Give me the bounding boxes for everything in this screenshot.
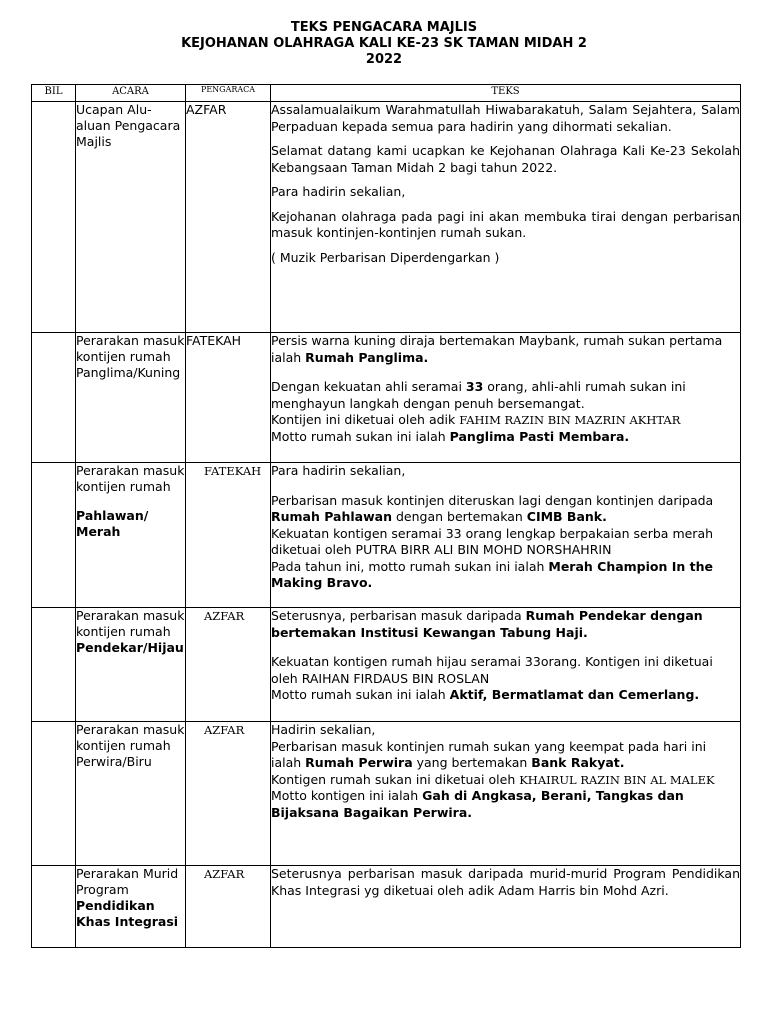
teks-line bbox=[271, 379, 740, 412]
table-header-row bbox=[32, 85, 741, 102]
acara-cell: Ucapan Alu-aluan Pengacara Majlis bbox=[76, 102, 186, 333]
pengacara-cell: AZFAR bbox=[186, 866, 271, 948]
text-run: Motto kontigen ini ialah bbox=[271, 788, 423, 803]
acara-cell bbox=[76, 463, 186, 608]
bil-cell bbox=[32, 102, 76, 333]
sponsor-name: CIMB Bank. bbox=[526, 509, 607, 524]
teks-line bbox=[271, 333, 740, 366]
teks-line bbox=[271, 687, 740, 704]
house-name: Rumah Pahlawan bbox=[271, 509, 392, 524]
text-run: Seterusnya, perbarisan masuk daripada bbox=[271, 608, 526, 623]
pengacara-cell: AZFAR bbox=[186, 722, 271, 866]
house-name: Rumah Pendekar dengan bertemakan Institusi Kewangan Tabung Haji. bbox=[271, 608, 703, 640]
pengacara-cell: FATEKAH bbox=[186, 333, 271, 463]
text-run: yang bertemakan bbox=[412, 755, 532, 770]
col-header-pengacara: PENGARACA bbox=[186, 85, 271, 102]
spacer bbox=[271, 641, 740, 654]
acara-cell: Perarakan masuk kontijen rumah Perwira/Biru bbox=[76, 722, 186, 866]
teks-line bbox=[271, 608, 740, 641]
teks-line bbox=[271, 493, 740, 526]
table-row bbox=[32, 333, 741, 463]
text-run: Persis warna kuning diraja bertemakan Maybank, rumah sukan pertama ialah bbox=[271, 333, 723, 365]
acara-cell bbox=[76, 866, 186, 948]
house-motto: Gah di Angkasa, Berani, Tangkas dan Bijaksana Bagaikan Perwira. bbox=[271, 788, 684, 820]
teks-cell bbox=[271, 722, 741, 866]
house-name: Rumah Panglima. bbox=[305, 349, 429, 365]
teks-line: Kekuatan kontigen seramai 33 orang lengkap berpakaian serba merah diketuai oleh PUTRA BIRR ALI BIN MOHD NORSHAHRIN bbox=[271, 525, 714, 557]
acara-text: Perarakan masuk kontijen rumah bbox=[76, 608, 185, 639]
teks-line: Hadirin sekalian, bbox=[271, 722, 376, 737]
teks-line bbox=[271, 559, 740, 592]
text-run: orang, ahli-ahli rumah sukan ini menghayun langkah dengan penuh bersemangat. bbox=[271, 379, 686, 411]
house-label: Pendekar/Hijau bbox=[76, 640, 184, 655]
pengacara-cell: FATEKAH bbox=[186, 463, 271, 608]
teks-line bbox=[271, 412, 740, 429]
bil-cell bbox=[32, 866, 76, 948]
text-run: dengan bertemakan bbox=[392, 509, 527, 524]
acara-text: Perarakan masuk kontijen rumah bbox=[76, 463, 185, 494]
col-header-teks: TEKS bbox=[271, 85, 741, 102]
house-motto: Panglima Pasti Membara. bbox=[449, 428, 630, 444]
teks-paragraph: Selamat datang kami ucapkan ke Kejohanan Olahraga Kali Ke-23 Sekolah Kebangsaan Taman Midah 2 bagi tahun 2022. bbox=[271, 143, 740, 175]
script-table bbox=[31, 84, 741, 948]
member-count: 33 bbox=[465, 379, 484, 394]
teks-paragraph: Kejohanan olahraga pada pagi ini akan membuka tirai dengan perbarisan masuk kontinjen-kontinjen rumah sukan. bbox=[271, 208, 740, 240]
text-run: Motto rumah sukan ini ialah bbox=[271, 428, 450, 444]
sponsor-name: Bank Rakyat. bbox=[531, 755, 625, 770]
teks-cell bbox=[271, 608, 741, 722]
teks-line bbox=[271, 739, 740, 772]
acara-cell bbox=[76, 608, 186, 722]
teks-paragraph: Para hadirin sekalian, bbox=[271, 184, 406, 199]
table-row bbox=[32, 463, 741, 608]
house-name: Rumah Perwira bbox=[305, 755, 413, 770]
spacer bbox=[76, 495, 185, 508]
teks-line: Kekuatan kontigen rumah hijau seramai 33orang. Kontigen ini diketuai oleh RAIHAN FIRDAUS BIN ROSLAN bbox=[271, 654, 713, 686]
table-row bbox=[32, 722, 741, 866]
teks-cell bbox=[271, 102, 741, 333]
text-run: Perbarisan masuk kontinjen rumah sukan yang keempat pada hari ini ialah bbox=[271, 738, 707, 770]
leader-name: KHAIRUL RAZIN BIN AL MALEK bbox=[519, 772, 715, 787]
col-header-bil: BIL bbox=[32, 85, 76, 102]
header-event: KEJOHANAN OLAHRAGA KALI KE-23 SK TAMAN MIDAH 2 bbox=[181, 36, 587, 51]
table-row bbox=[32, 102, 741, 333]
teks-line bbox=[271, 429, 740, 446]
teks-line bbox=[271, 772, 740, 789]
house-motto: Merah Champion In the Making Bravo. bbox=[271, 558, 713, 590]
teks-cell: Seterusnya perbarisan masuk daripada murid-murid Program Pendidikan Khas Integrasi yg diketuai oleh adik Adam Harris bin Mohd Azri. bbox=[271, 866, 741, 948]
header-year: 2022 bbox=[365, 52, 403, 67]
text-run: Dengan kekuatan ahli seramai bbox=[271, 379, 466, 394]
pengacara-cell: AZFAR bbox=[186, 102, 271, 333]
bil-cell bbox=[32, 333, 76, 463]
table-row bbox=[32, 866, 741, 948]
program-label: Pendidikan Khas Integrasi bbox=[76, 898, 179, 929]
teks-line bbox=[271, 788, 740, 821]
pengacara-cell: AZFAR bbox=[186, 608, 271, 722]
house-label: Pahlawan/ Merah bbox=[76, 508, 149, 539]
document-header bbox=[0, 20, 768, 68]
house-motto: Aktif, Bermatlamat dan Cemerlang. bbox=[449, 687, 700, 702]
bil-cell bbox=[32, 722, 76, 866]
teks-paragraph: ( Muzik Perbarisan Diperdengarkan ) bbox=[271, 249, 500, 265]
leader-name: FAHIM RAZIN BIN MAZRIN AKHTAR bbox=[459, 413, 681, 427]
teks-line: Para hadirin sekalian, bbox=[271, 463, 406, 478]
text-run: Pada tahun ini, motto rumah sukan ini ialah bbox=[271, 558, 549, 574]
col-header-acara: ACARA bbox=[76, 85, 186, 102]
text-run: Kontijen ini diketuai oleh adik bbox=[271, 412, 460, 427]
teks-cell bbox=[271, 463, 741, 608]
acara-cell: Perarakan masuk kontijen rumah Panglima/Kuning bbox=[76, 333, 186, 463]
spacer bbox=[271, 480, 740, 493]
spacer bbox=[271, 366, 740, 379]
header-title: TEKS PENGACARA MAJLIS bbox=[290, 20, 478, 35]
bil-cell bbox=[32, 463, 76, 608]
table-row bbox=[32, 608, 741, 722]
teks-paragraph: Assalamualaikum Warahmatullah Hiwabarakatuh, Salam Sejahtera, Salam Perpaduan kepada semua para hadirin yang dihormati sekalian. bbox=[271, 102, 740, 134]
text-run: Kontigen rumah sukan ini diketuai oleh bbox=[271, 771, 520, 787]
text-run: Motto rumah sukan ini ialah bbox=[271, 687, 450, 702]
acara-text: Perarakan Murid Program bbox=[76, 866, 179, 897]
bil-cell bbox=[32, 608, 76, 722]
teks-cell bbox=[271, 333, 741, 463]
text-run: Perbarisan masuk kontinjen diteruskan lagi dengan kontinjen daripada bbox=[271, 492, 714, 508]
